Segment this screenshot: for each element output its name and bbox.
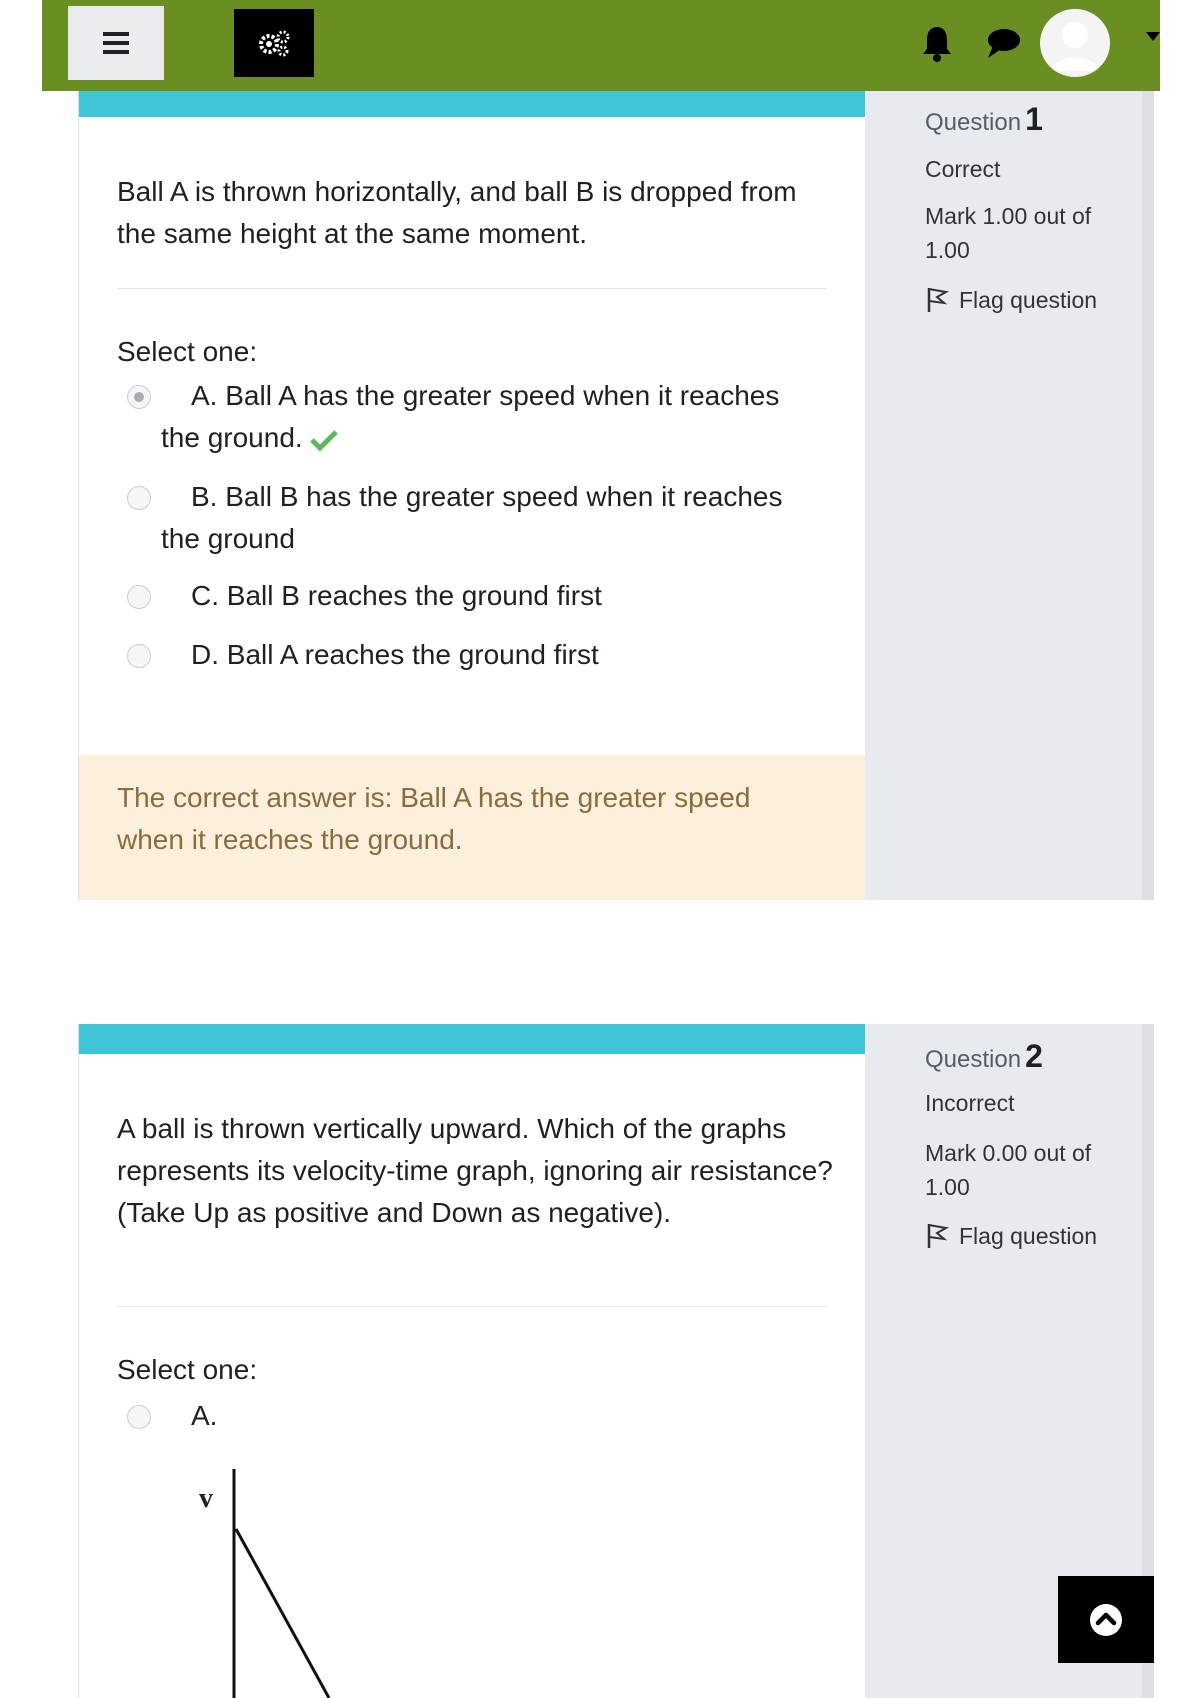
correct-answer-text: The correct answer is: Ball A has the greater speed when it reaches the ground.: [117, 782, 751, 855]
select-one-prompt: Select one:: [117, 1354, 258, 1385]
flag-question-label: Flag question: [959, 286, 1098, 313]
user-silhouette-icon: [1040, 9, 1110, 77]
caret-down-icon[interactable]: [1146, 32, 1160, 42]
radio-button[interactable]: [127, 1405, 151, 1429]
bell-icon[interactable]: [920, 24, 954, 62]
flag-icon: [925, 286, 949, 314]
question-1-content: [78, 91, 866, 900]
question-1-info: [865, 91, 1154, 900]
radio-button[interactable]: [127, 385, 151, 409]
answer-label: C. Ball B reaches the ground first: [191, 580, 602, 611]
question-number: Question 2: [925, 1038, 1043, 1074]
graph-axis-label-v: v: [199, 1483, 213, 1514]
graph-velocity-line: [236, 1529, 329, 1698]
back-to-top-button[interactable]: [1058, 1576, 1154, 1663]
question-accent-bar: [79, 91, 866, 117]
question-state: Incorrect: [925, 1090, 1015, 1116]
flag-icon: [925, 1222, 949, 1250]
answer-label: A.: [191, 1400, 218, 1431]
flag-question-link[interactable]: [925, 1222, 1097, 1250]
question-grade: Mark 1.00 out of 1.00: [925, 203, 1092, 263]
feedback-box: [79, 755, 866, 900]
chat-icon[interactable]: [985, 26, 1021, 60]
avatar-icon[interactable]: [1040, 9, 1110, 77]
flag-question-label: Flag question: [959, 1222, 1098, 1249]
question-number: Question 1: [925, 101, 1043, 137]
check-icon: [309, 428, 339, 452]
select-one-prompt: Select one:: [117, 336, 258, 367]
question-state: Correct: [925, 156, 1001, 182]
velocity-time-graph-a: [199, 1469, 459, 1698]
settings-button[interactable]: [234, 9, 314, 77]
hamburger-icon: [101, 30, 131, 56]
question-2-content: [78, 1024, 866, 1698]
answer-label: A. Ball A has the greater speed when it reaches the ground.: [161, 380, 780, 453]
top-navbar: [42, 0, 1160, 91]
radio-button[interactable]: [127, 585, 151, 609]
menu-toggle-button[interactable]: [68, 6, 164, 80]
question-text: Ball A is thrown horizontally, and ball B is dropped from the same height at the same moment.: [117, 176, 797, 249]
gears-icon: [257, 28, 291, 58]
divider: [117, 288, 827, 289]
flag-question-link[interactable]: [925, 286, 1097, 314]
question-accent-bar: [79, 1024, 866, 1054]
radio-button[interactable]: [127, 644, 151, 668]
answer-label: D. Ball A reaches the ground first: [191, 639, 599, 670]
answer-label: B. Ball B has the greater speed when it reaches the ground: [161, 481, 783, 554]
arrow-up-circle-icon: [1089, 1603, 1123, 1637]
question-grade: Mark 0.00 out of 1.00: [925, 1140, 1092, 1200]
question-text: A ball is thrown vertically upward. Which of the graphs represents its velocity-time graph, ignoring air resistance? (Take Up as positive and Down as negative).: [117, 1113, 833, 1228]
radio-button[interactable]: [127, 486, 151, 510]
divider: [117, 1306, 827, 1307]
